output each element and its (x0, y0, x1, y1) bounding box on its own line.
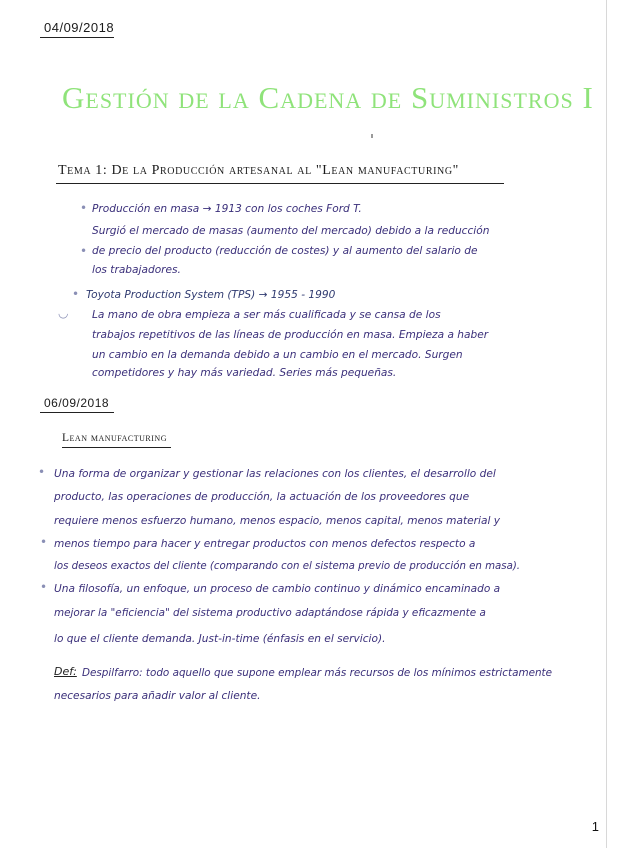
bullet: • (38, 465, 46, 479)
page-edge-line (606, 0, 607, 848)
note-line: mejorar la "eficiencia" del sistema productivo adaptándose rápida y eficazmente a (54, 607, 486, 619)
definition-line: Despilfarro: todo aquello que supone emplear más recursos de los mínimos estrictamente (82, 667, 553, 679)
page-title: Gestión de la Cadena de Suministros I (62, 80, 594, 115)
note-line: competidores y hay más variedad. Series más pequeñas. (92, 367, 397, 379)
page-number: 1 (591, 819, 599, 834)
section-subheading: Lean manufacturing (62, 432, 167, 444)
date-1-underline (40, 37, 114, 38)
date-2: 06/09/2018 (44, 396, 110, 410)
note-line: requiere menos esfuerzo humano, menos espacio, menos capital, menos material y (54, 515, 501, 527)
note-line: trabajos repetitivos de las líneas de producción en masa. Empieza a haber (92, 329, 489, 341)
bullet: • (40, 535, 48, 549)
topic-underline (56, 183, 504, 184)
note-line: producto, las operaciones de producción, la actuación de los proveedores que (54, 491, 470, 503)
bullet: • (80, 244, 88, 258)
subheading-underline (62, 447, 171, 448)
bullet: • (80, 201, 88, 215)
bullet: • (72, 287, 80, 301)
definition-line: necesarios para añadir valor al cliente. (54, 690, 261, 702)
note-line: los trabajadores. (92, 264, 181, 276)
date-1: 04/09/2018 (44, 20, 115, 35)
note-line: Una forma de organizar y gestionar las relaciones con los clientes, el desarrollo del (54, 468, 496, 480)
bullet-mark: ◡ (58, 306, 69, 320)
definition-label: Def: (54, 665, 77, 678)
note-line: de precio del producto (reducción de costes) y al aumento del salario de (92, 245, 478, 257)
note-line: los deseos exactos del cliente (comparando con el sistema previo de producción en masa). (54, 561, 521, 572)
note-line: Surgió el mercado de masas (aumento del mercado) debido a la reducción (92, 225, 490, 237)
note-line: lo que el cliente demanda. Just-in-time (énfasis en el servicio). (54, 633, 386, 645)
date-2-underline (40, 412, 114, 413)
note-line: Producción en masa → 1913 con los coches Ford T. (92, 203, 362, 215)
note-line: La mano de obra empieza a ser más cualificada y se cansa de los (92, 309, 441, 321)
note-line: Una filosofía, un enfoque, un proceso de cambio continuo y dinámico encaminado a (54, 583, 501, 595)
topic-heading: Tema 1: De la Producción artesanal al "Lean manufacturing" (58, 163, 459, 178)
bullet: • (40, 580, 48, 594)
note-line: Toyota Production System (TPS) → 1955 - 1990 (86, 289, 336, 301)
note-line: un cambio en la demanda debido a un cambio en el mercado. Surgen (92, 349, 463, 361)
note-line: menos tiempo para hacer y entregar productos con menos defectos respecto a (54, 538, 476, 550)
pen-mark (371, 134, 373, 138)
